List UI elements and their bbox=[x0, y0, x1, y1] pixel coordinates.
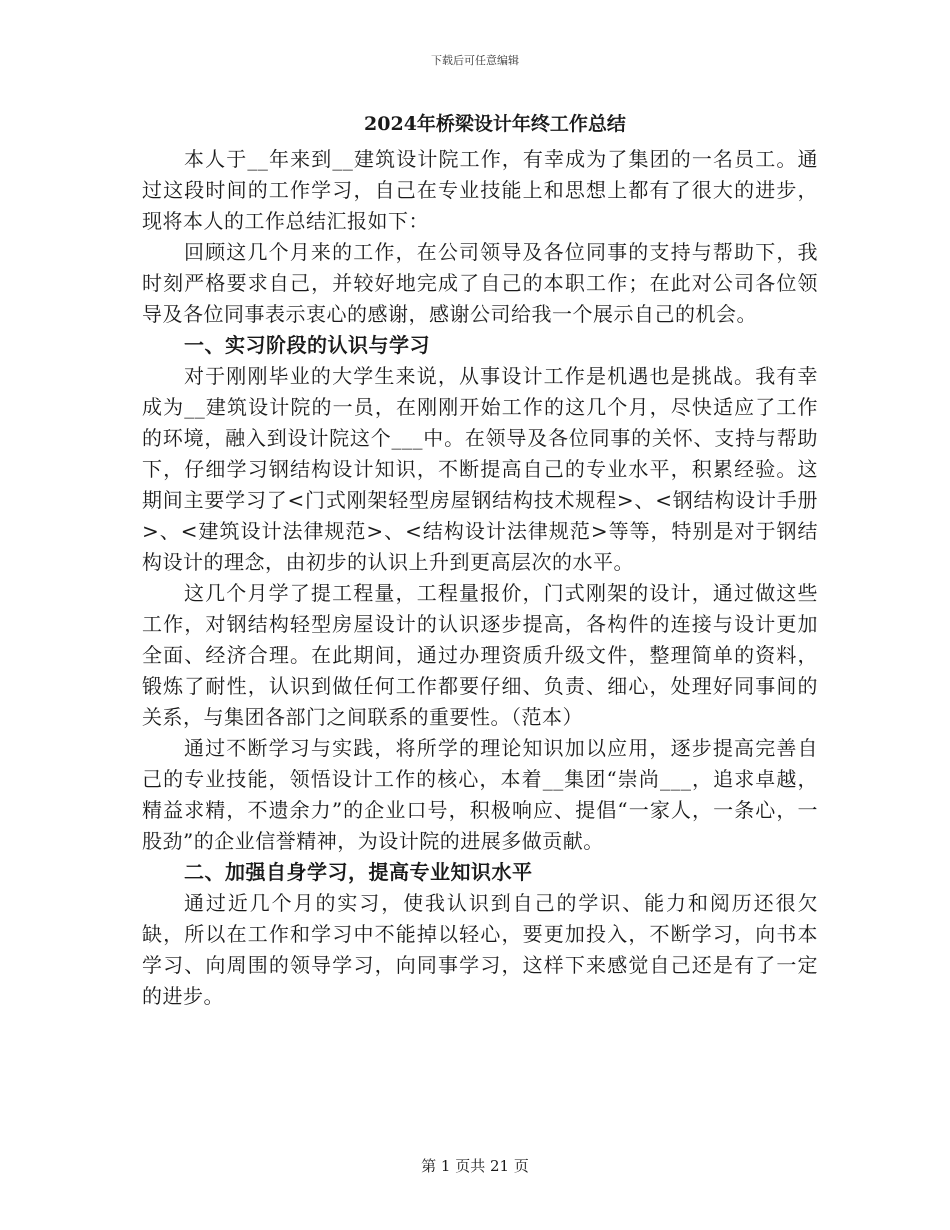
paragraph-work-items: 这几个月学了提工程量，工程量报价，门式刚架的设计，通过做这些工作，对钢结构轻型房屋设计的认识逐步提高，各构件的连接与设计更加全面、经济合理。在此期间，通过办理资质升级文件，整理简单的资料，锻炼了耐性，认识到做任何工作都要仔细、负责、细心，处理好同事间的关系，与集团各部门之间联系的重要性。（范本） bbox=[142, 581, 818, 729]
paragraph-internship: 对于刚刚毕业的大学生来说，从事设计工作是机遇也是挑战。我有幸成为__建筑设计院的一员，在刚刚开始工作的这几个月，尽快适应了工作的环境，融入到设计院这个___中。在领导及各位同事的关怀、支持与帮助下，仔细学习钢结构设计知识，不断提高自己的专业水平，积累经验。这期间主要学习了<门式刚架轻型房屋钢结构技术规程>、<钢结构设计手册>、<建筑设计法律规范>、<结构设计法律规范>等等，特别是对于钢结构设计的理念，由初步的认识上升到更高层次的水平。 bbox=[142, 364, 818, 574]
paragraph-self-study: 通过近几个月的实习，使我认识到自己的学识、能力和阅历还很欠缺，所以在工作和学习中不能掉以轻心，要更加投入，不断学习，向书本学习、向周围的领导学习，向同事学习，这样下来感觉自己还是有了一定的进步。 bbox=[142, 891, 818, 1008]
document-body bbox=[142, 144, 818, 1012]
section-heading-1: 一、实习阶段的认识与学习 bbox=[184, 333, 430, 357]
section-heading-2: 二、加强自身学习，提高专业知识水平 bbox=[184, 860, 533, 884]
header-note: 下载后可任意编辑 bbox=[431, 54, 519, 67]
paragraph-intro: 本人于__年来到__建筑设计院工作，有幸成为了集团的一名员工。通过这段时间的工作学习，自己在专业技能上和思想上都有了很大的进步，现将本人的工作总结汇报如下： bbox=[142, 147, 818, 233]
document-title: 2024年桥梁设计年终工作总结 bbox=[364, 113, 626, 135]
paragraph-review: 回顾这几个月来的工作，在公司领导及各位同事的支持与帮助下，我时刻严格要求自己，并较好地完成了自己的本职工作；在此对公司各位领导及各位同事表示衷心的感谢，感谢公司给我一个展示自己的机会。 bbox=[142, 240, 818, 326]
paragraph-practice: 通过不断学习与实践，将所学的理论知识加以应用，逐步提高完善自己的专业技能，领悟设计工作的核心，本着__集团“崇尚___，追求卓越，精益求精，不遗余力”的企业口号，积极响应、提倡“一家人，一条心，一股劲”的企业信誉精神，为设计院的进展多做贡献。 bbox=[142, 736, 818, 853]
page-number: 第 1 页共 21 页 bbox=[421, 1157, 529, 1175]
